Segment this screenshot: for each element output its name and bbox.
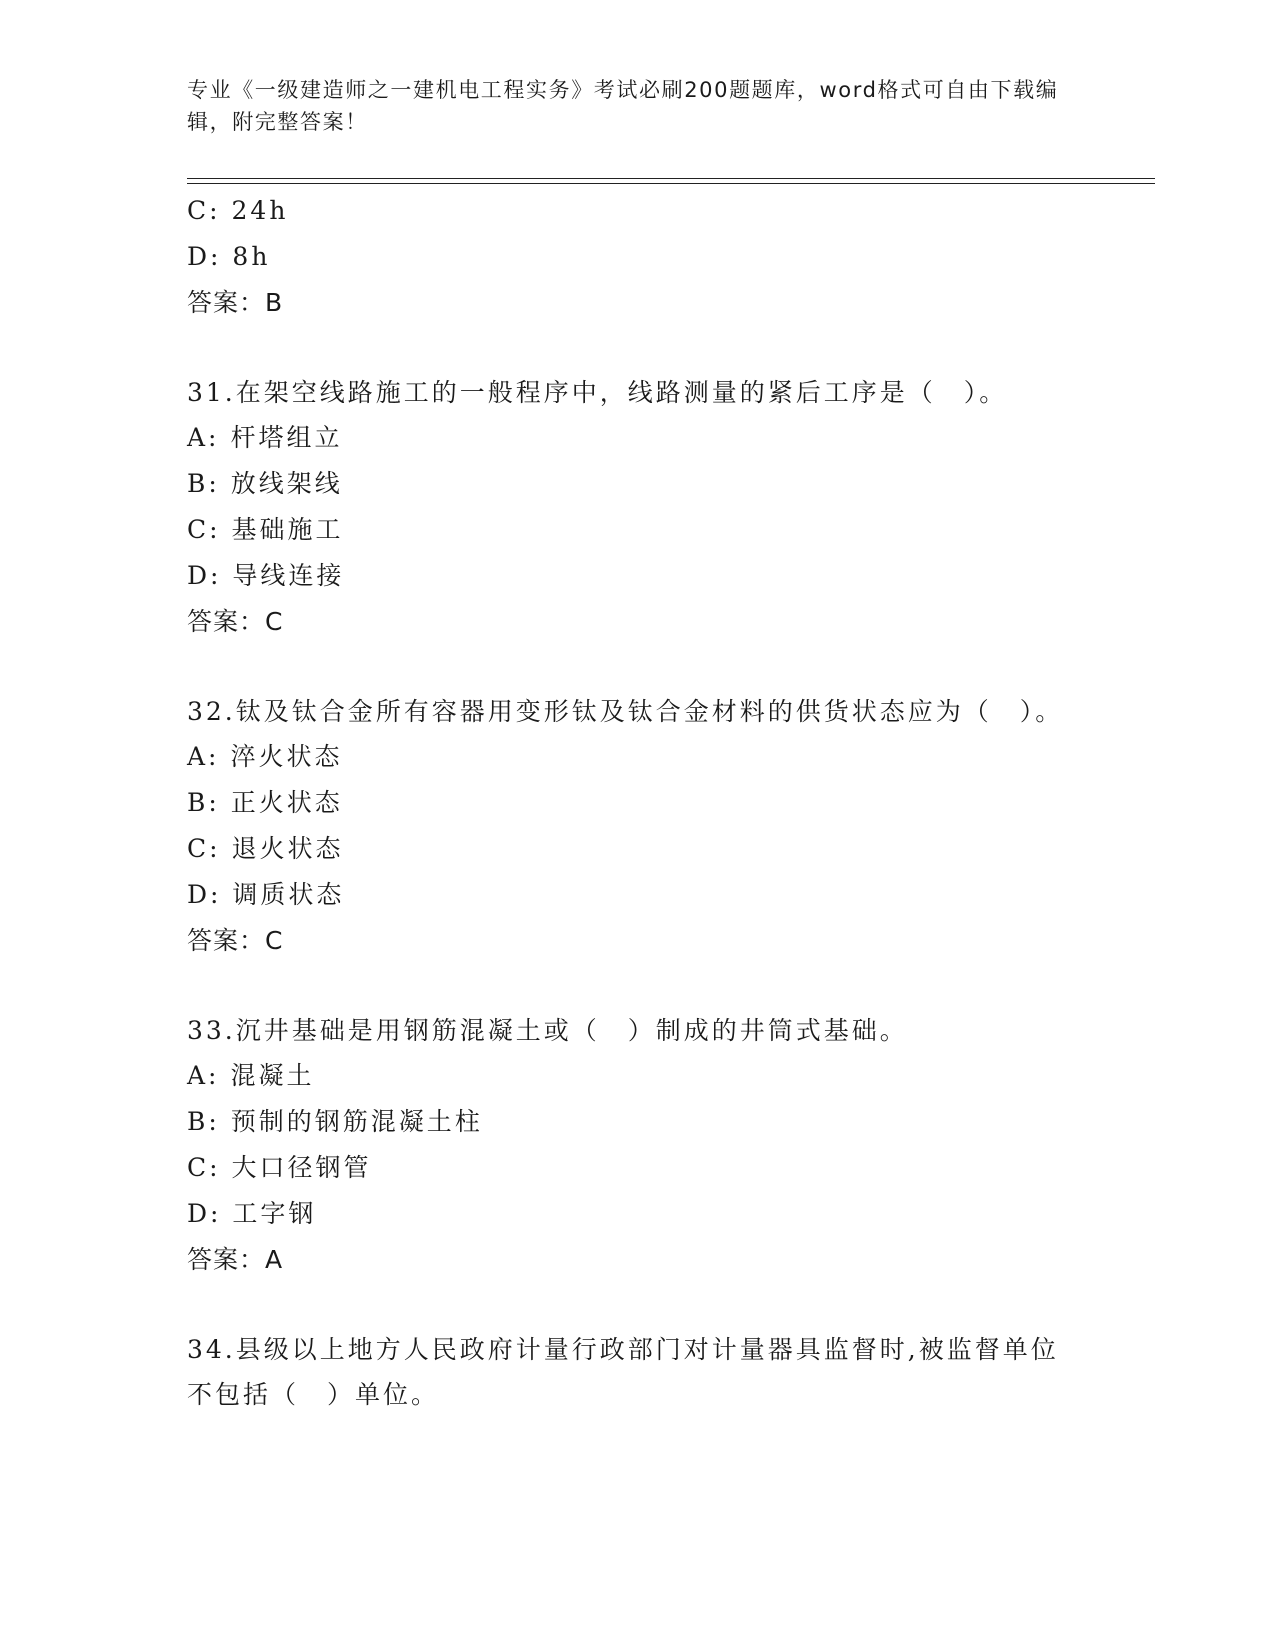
option-c	[187, 826, 1067, 872]
option-text: 大口径钢管	[231, 1153, 372, 1182]
question-32	[187, 689, 1067, 964]
option-label: D:	[187, 1199, 222, 1228]
question-stem: 31.在架空线路施工的一般程序中，线路测量的紧后工序是（ ）。	[187, 378, 1008, 407]
option-text: 正火状态	[230, 788, 343, 817]
question-content	[187, 188, 1067, 1417]
option-text: 调质状态	[232, 880, 345, 909]
option-text: 导线连接	[232, 561, 345, 590]
option-label: C:	[187, 515, 221, 544]
option-a	[187, 1053, 1067, 1099]
header-rule-bottom	[187, 183, 1155, 184]
option-text: 基础施工	[231, 515, 344, 544]
option-text: 混凝土	[230, 1061, 315, 1090]
answer-line: 答案：C	[187, 607, 284, 636]
option-text: 预制的钢筋混凝土柱	[230, 1107, 483, 1136]
option-b	[187, 780, 1067, 826]
option-label: B:	[187, 1107, 220, 1136]
option-text: 淬火状态	[230, 742, 343, 771]
option-a	[187, 734, 1067, 780]
option-label: A:	[187, 742, 220, 771]
option-text: 工字钢	[232, 1199, 317, 1228]
question-continued	[187, 188, 1067, 326]
option-label: D:	[187, 561, 222, 590]
option-c	[187, 507, 1067, 553]
option-c	[187, 1145, 1067, 1191]
question-stem: 34.县级以上地方人民政府计量行政部门对计量器具监督时,被监督单位不包括（ ）单位。	[187, 1335, 1059, 1409]
option-text: 8h	[232, 242, 271, 271]
option-d	[187, 1191, 1067, 1237]
question-31	[187, 370, 1067, 645]
question-stem: 32.钛及钛合金所有容器用变形钛及钛合金材料的供货状态应为（ ）。	[187, 697, 1064, 726]
answer-line: 答案：C	[187, 926, 284, 955]
answer-line: 答案：B	[187, 288, 284, 317]
option-d	[187, 872, 1067, 918]
option-text: 杆塔组立	[230, 423, 343, 452]
option-text: 24h	[231, 196, 289, 225]
option-a	[187, 415, 1067, 461]
option-label: A:	[187, 1061, 220, 1090]
option-label: B:	[187, 469, 220, 498]
option-text: 退火状态	[231, 834, 344, 863]
page-header: 专业《一级建造师之一建机电工程实务》考试必刷200题题库，word格式可自由下载编辑，附完整答案！	[187, 78, 1059, 134]
option-d	[187, 234, 1067, 280]
option-label: A:	[187, 423, 220, 452]
option-d	[187, 553, 1067, 599]
answer-line: 答案：A	[187, 1245, 284, 1274]
option-label: B:	[187, 788, 220, 817]
option-label: C:	[187, 196, 221, 225]
option-c	[187, 188, 1067, 234]
option-label: D:	[187, 880, 222, 909]
option-label: C:	[187, 834, 221, 863]
option-b	[187, 461, 1067, 507]
header-rule-top	[187, 178, 1155, 179]
option-text: 放线架线	[230, 469, 343, 498]
question-stem: 33.沉井基础是用钢筋混凝土或（ ）制成的井筒式基础。	[187, 1016, 908, 1045]
option-label: C:	[187, 1153, 221, 1182]
option-label: D:	[187, 242, 222, 271]
question-33	[187, 1008, 1067, 1283]
question-34	[187, 1327, 1067, 1417]
option-b	[187, 1099, 1067, 1145]
